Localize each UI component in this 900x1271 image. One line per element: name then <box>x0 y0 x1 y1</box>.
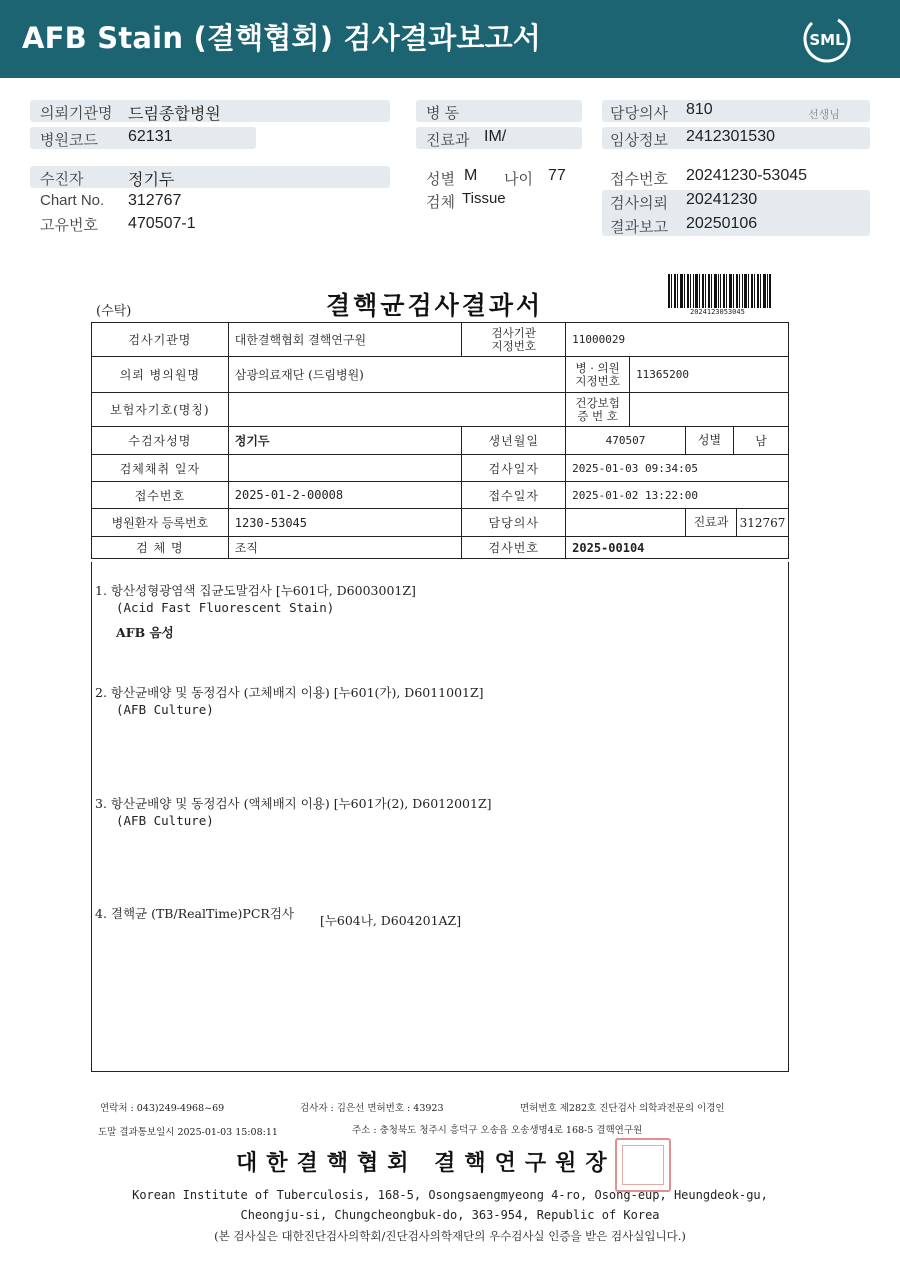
result-item-4 <box>95 905 462 928</box>
sex-value: M <box>464 167 478 184</box>
doc-title: 결핵균검사결과서 <box>326 291 544 320</box>
sex-label: 성별 <box>426 171 455 188</box>
doctor-value: 810 <box>686 101 713 118</box>
receipt-no-value: 2025-01-2-00008 <box>228 482 462 509</box>
dept-cell-label: 진료과 <box>685 509 737 536</box>
chart-value: 312767 <box>128 192 182 209</box>
receipt-date-label: 접수일자 <box>462 482 566 509</box>
doctor-row-label: 담당의사 <box>462 509 566 537</box>
doctor-label: 담당의사 <box>610 105 668 122</box>
specimen-label: 검체 <box>426 194 455 211</box>
hosp-no-label: 병 · 의원 지정번호 <box>566 357 630 393</box>
footer-contact: 연락처 : 043)249-4968~69 <box>100 1103 225 1114</box>
result-item-4-code: [누604나, D604201AZ] <box>319 913 462 928</box>
sex-cell <box>685 427 788 455</box>
footer-tester: 검사자 : 김은선 면허번호 : 43923 <box>300 1103 444 1114</box>
specimen-value: Tissue <box>462 190 506 207</box>
test-date-value: 2025-01-03 09:34:05 <box>566 455 789 482</box>
collect-value <box>228 455 462 482</box>
doc-subtitle: (수탁) <box>96 304 132 319</box>
result-item-2-en: (AFB Culture) <box>116 702 214 717</box>
header-bar <box>0 0 900 78</box>
reg-label: 병원환자 등록번호 <box>92 509 229 537</box>
dob-label: 생년월일 <box>462 427 566 455</box>
req-hosp-value: 삼광의료재단 (드림병원) <box>228 357 565 393</box>
specimen-name-value: 조직 <box>228 537 462 559</box>
health-label: 건강보험 증 번 호 <box>566 393 630 427</box>
specimen-name-label: 검 체 명 <box>92 537 229 559</box>
result-item-4-title: 4. 결핵균 (TB/RealTime)PCR검사 <box>95 906 294 921</box>
test-date-label: 검사일자 <box>462 455 566 482</box>
result-item-1-en: (Acid Fast Fluorescent Stain) <box>116 600 335 615</box>
lab-no-label: 검사기관 지정번호 <box>462 323 566 357</box>
patient-value: 정기두 <box>128 172 175 189</box>
footer-report-time: 도말 결과통보일시 2025-01-03 15:08:11 <box>98 1127 278 1138</box>
institute-name: 대한결핵협회 결핵연구원장 <box>236 1150 616 1176</box>
hospital-code-value: 62131 <box>128 128 173 145</box>
clinical-label: 임상정보 <box>610 132 668 149</box>
uid-value: 470507-1 <box>128 215 196 232</box>
lab-value: 대한결핵협회 결핵연구원 <box>228 323 462 357</box>
barcode-number: 2024123053045 <box>690 308 745 316</box>
hospital-code-label: 병원코드 <box>40 132 98 149</box>
test-no-value: 2025-00104 <box>566 537 789 559</box>
result-item-1-value: AFB 음성 <box>116 625 174 640</box>
report-value: 20250106 <box>686 215 758 232</box>
chart-label: Chart No. <box>40 192 105 209</box>
report-label: 결과보고 <box>610 219 668 236</box>
receipt-value: 20241230-53045 <box>686 167 808 184</box>
pill-patient <box>30 166 390 188</box>
reg-value: 1230-53045 <box>228 509 462 537</box>
report-table <box>91 322 789 559</box>
patient-name-label: 수검자성명 <box>92 427 229 455</box>
result-item-3 <box>95 795 492 829</box>
lab-no-value: 11000029 <box>566 323 789 357</box>
collect-label: 검체채취 일자 <box>92 455 229 482</box>
receipt-date-value: 2025-01-02 13:22:00 <box>566 482 789 509</box>
receipt-label: 접수번호 <box>610 171 668 188</box>
result-item-2-title: 2. 항산균배양 및 동정검사 (고체배지 이용) [누601(가), D6011001Z] <box>95 685 484 700</box>
health-value <box>630 393 789 427</box>
result-item-1 <box>95 582 416 641</box>
patient-name-value: 정기두 <box>228 427 462 455</box>
dept-label: 진료과 <box>426 132 470 149</box>
results-box <box>91 562 789 1072</box>
barcode-icon <box>668 274 772 308</box>
result-item-3-title: 3. 항산균배양 및 동정검사 (액체배지 이용) [누601가(2), D6012001Z] <box>95 796 492 811</box>
dept-cell <box>685 509 788 537</box>
sex-cell-value: 남 <box>755 434 767 448</box>
official-seal-icon <box>615 1138 671 1192</box>
doctor-suffix: 선생님 <box>808 109 840 121</box>
footer-address-kr: 주소 : 충청북도 청주시 흥덕구 오송읍 오송생명4로 168-5 결핵연구원 <box>352 1125 643 1136</box>
certification-note: (본 검사실은 대한진단검사의학회/진단검사의학재단의 우수검사실 인증을 받은 검사실입니다.) <box>214 1229 686 1243</box>
institution-value: 드림종합병원 <box>128 106 221 123</box>
req-hosp-label: 의뢰 병의원명 <box>92 357 229 393</box>
sex-cell-label: 성별 <box>686 427 734 454</box>
ward-label: 병 동 <box>426 105 460 122</box>
lab-label: 검사기관명 <box>92 323 229 357</box>
dob-value: 470507 <box>566 427 686 455</box>
hosp-no-value: 11365200 <box>630 357 789 393</box>
sml-logo-icon <box>802 14 852 64</box>
doctor-row-value <box>566 509 686 537</box>
result-item-1-title: 1. 항산성형광염색 집균도말검사 [누601다, D6003001Z] <box>95 583 416 598</box>
result-item-2 <box>95 684 484 718</box>
clinical-value: 2412301530 <box>686 128 775 145</box>
footer-license: 면허번호 제282호 진단검사 의학과전문의 이경인 <box>520 1103 725 1114</box>
test-no-label: 검사번호 <box>462 537 566 559</box>
institution-label: 의뢰기관명 <box>40 105 113 122</box>
dept-cell-value: 312767 <box>739 515 786 530</box>
address-en-2: Cheongju-si, Chungcheongbuk-do, 363-954, Republic of Korea <box>240 1208 660 1222</box>
request-value: 20241230 <box>686 191 758 208</box>
insurer-label: 보험자기호(명칭) <box>92 393 229 427</box>
receipt-no-label: 접수번호 <box>92 482 229 509</box>
insurer-value <box>228 393 565 427</box>
uid-label: 고유번호 <box>40 217 98 234</box>
logo-text: SML <box>809 31 845 49</box>
request-label: 검사의뢰 <box>610 195 668 212</box>
result-item-3-en: (AFB Culture) <box>116 813 214 828</box>
patient-label: 수진자 <box>40 171 84 188</box>
address-en-1: Korean Institute of Tuberculosis, 168-5, Osongsaengmyeong 4-ro, Osong-eup, Heungdeok-gu, <box>132 1188 768 1202</box>
page-title: AFB Stain (결핵협회) 검사결과보고서 <box>22 21 542 55</box>
dept-value: IM/ <box>484 128 507 145</box>
age-value: 77 <box>548 167 566 184</box>
age-label: 나이 <box>504 171 533 188</box>
